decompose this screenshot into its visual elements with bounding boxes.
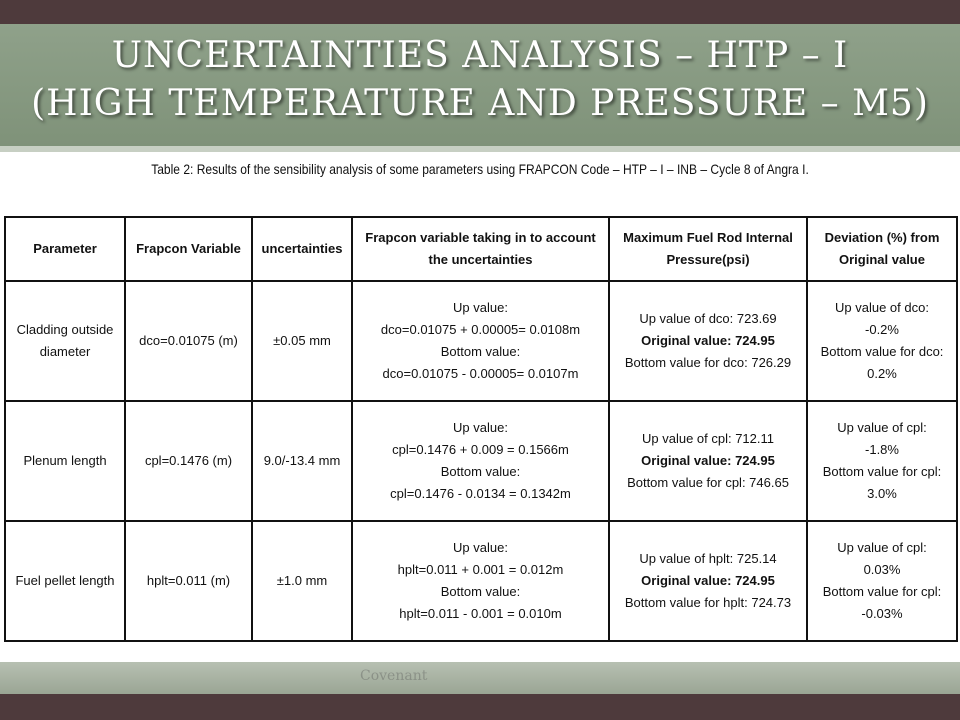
adjusted-line: Up value:	[453, 540, 508, 555]
pressure-up: Up value of dco: 723.69	[639, 311, 777, 326]
cell-parameter: Cladding outside diameter	[5, 281, 125, 401]
slide-title	[0, 32, 960, 128]
cell-pressure	[609, 281, 807, 401]
header-deviation: Deviation (%) from Original value	[807, 217, 957, 281]
table-header-row	[5, 217, 957, 281]
header-max-pressure: Maximum Fuel Rod Internal Pressure(psi)	[609, 217, 807, 281]
table-row	[5, 281, 957, 401]
pressure-original: Original value: 724.95	[641, 573, 775, 588]
top-border	[0, 0, 960, 24]
adjusted-line: Up value:	[453, 420, 508, 435]
cell-adjusted	[352, 401, 609, 521]
cell-uncertainty: ±0.05 mm	[252, 281, 352, 401]
cell-uncertainty: ±1.0 mm	[252, 521, 352, 641]
title-line-2: (HIGH TEMPERATURE AND PRESSURE – M5)	[31, 83, 929, 124]
deviation-line: Bottom value for cpl:	[822, 584, 942, 599]
deviation-line: -0.03%	[861, 606, 903, 621]
adjusted-line: dco=0.01075 + 0.00005= 0.0108m	[380, 322, 581, 337]
pressure-up: Up value of cpl: 712.11	[641, 431, 774, 446]
adjusted-line: cpl=0.1476 + 0.009 = 0.1566m	[392, 442, 569, 457]
pressure-up: Up value of hplt: 725.14	[639, 551, 777, 566]
table-row	[5, 521, 957, 641]
deviation-line: Up value of dco:	[835, 300, 929, 315]
bottom-border	[0, 694, 960, 720]
cell-pressure	[609, 521, 807, 641]
cell-variable: cpl=0.1476 (m)	[125, 401, 252, 521]
deviation-line: Up value of cpl:	[837, 420, 927, 435]
pressure-original: Original value: 724.95	[641, 453, 775, 468]
adjusted-line: Bottom value:	[440, 584, 521, 599]
cell-deviation	[807, 401, 957, 521]
deviation-line: -1.8%	[865, 442, 899, 457]
adjusted-line: dco=0.01075 - 0.00005= 0.0107m	[382, 366, 579, 381]
footer-band	[0, 662, 960, 694]
pressure-bottom: Bottom value for hplt: 724.73	[624, 595, 792, 610]
adjusted-line: hplt=0.011 - 0.001 = 0.010m	[399, 606, 562, 621]
adjusted-line: Bottom value:	[440, 464, 521, 479]
cell-adjusted	[352, 281, 609, 401]
header-adjusted-variable: Frapcon variable taking in to account the uncertainties	[352, 217, 609, 281]
results-table	[4, 216, 958, 642]
pressure-original: Original value: 724.95	[641, 333, 775, 348]
footer-watermark: Covenant	[360, 668, 428, 684]
adjusted-line: Up value:	[453, 300, 508, 315]
deviation-line: 3.0%	[867, 486, 897, 501]
cell-parameter: Plenum length	[5, 401, 125, 521]
adjusted-line: cpl=0.1476 - 0.0134 = 0.1342m	[390, 486, 571, 501]
pressure-bottom: Bottom value for cpl: 746.65	[627, 475, 789, 490]
cell-adjusted	[352, 521, 609, 641]
deviation-line: Bottom value for cpl:	[822, 464, 942, 479]
cell-variable: dco=0.01075 (m)	[125, 281, 252, 401]
cell-variable: hplt=0.011 (m)	[125, 521, 252, 641]
header-frapcon-variable: Frapcon Variable	[125, 217, 252, 281]
table-row	[5, 401, 957, 521]
adjusted-line: Bottom value:	[440, 344, 521, 359]
title-line-1: UNCERTAINTIES ANALYSIS – HTP – I	[111, 35, 849, 76]
deviation-line: 0.2%	[867, 366, 897, 381]
header-uncertainties: uncertainties	[252, 217, 352, 281]
adjusted-line: hplt=0.011 + 0.001 = 0.012m	[397, 562, 564, 577]
cell-deviation	[807, 281, 957, 401]
pressure-bottom: Bottom value for dco: 726.29	[624, 355, 792, 370]
deviation-line: 0.03%	[863, 562, 901, 577]
deviation-line: -0.2%	[865, 322, 899, 337]
deviation-line: Bottom value for dco:	[820, 344, 944, 359]
deviation-line: Up value of cpl:	[837, 540, 927, 555]
cell-pressure	[609, 401, 807, 521]
cell-uncertainty: 9.0/-13.4 mm	[252, 401, 352, 521]
cell-parameter: Fuel pellet length	[5, 521, 125, 641]
cell-deviation	[807, 521, 957, 641]
table-caption: Table 2: Results of the sensibility analysis of some parameters using FRAPCON Code – HTP – I – INB – Cycle 8 of Angra I.	[151, 161, 809, 177]
header-parameter: Parameter	[5, 217, 125, 281]
